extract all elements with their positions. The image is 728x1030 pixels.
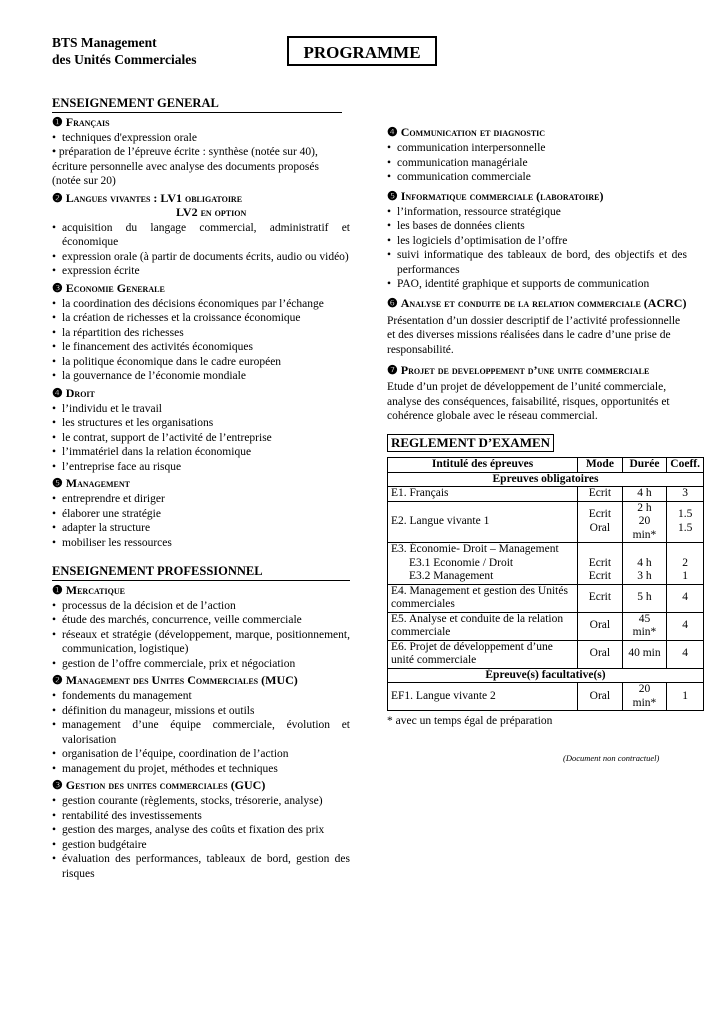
list-item: • organisation de l’équipe, coordination de l’action (52, 747, 350, 762)
list-item: • la coordination des décisions économiques par l’échange (52, 297, 350, 312)
cell: 5 h (622, 584, 667, 612)
left-column (52, 96, 350, 881)
list-item: • la création de richesses et la croissance économique (52, 311, 350, 326)
list-item: • PAO, identité graphique et supports de communication (387, 277, 687, 292)
list-item: • processus de la décision et de l’action (52, 599, 350, 614)
header-line1: BTS Management (52, 35, 157, 50)
cell-line: 20 min* (632, 515, 657, 541)
list-item: • élaborer une stratégie (52, 507, 350, 522)
col-header: Intitulé des épreuves (388, 458, 578, 473)
cell: EF1. Langue vivante 2 (388, 683, 578, 711)
list-item: • expression écrite (52, 264, 350, 279)
facult-label: Épreuve(s) facultative(s) (388, 668, 704, 683)
cell: Oral (578, 640, 623, 668)
cell (667, 543, 704, 585)
droit-list (52, 402, 350, 475)
cell-line: E3. Économie- Droit – Management (391, 543, 559, 555)
cell: 45 min* (622, 612, 667, 640)
cell-line: E3.1 Economie / Droit (409, 556, 514, 569)
mercatique-heading: ❶ Mercatique (52, 582, 125, 597)
table-row (388, 683, 704, 711)
non-contractual-note: (Document non contractuel) (563, 752, 660, 763)
list-item: • suivi informatique des tableaux de bord, des objectifs et des performances (387, 248, 687, 277)
list-item: • • préparation de l’épreuve écrite : synthèse (notée sur 40), écriture personnelle avec analyse des documents proposés (notée sur 20) (52, 145, 350, 189)
col-header: Coeff. (667, 458, 704, 473)
list-item: • adapter la structure (52, 521, 350, 536)
cell: 1 (667, 683, 704, 711)
cell: E2. Langue vivante 1 (388, 501, 578, 543)
projet-heading: ❼ Projet de developpement d’une unite commerciale (387, 363, 650, 377)
table-row (388, 640, 704, 668)
exam-table (387, 457, 704, 711)
cell: E6. Projet de développement d’une unité commerciale (388, 640, 578, 668)
table-row (388, 487, 704, 502)
list-item: • expression orale (à partir de documents écrits, audio ou vidéo) (52, 250, 350, 265)
list-item: • communication interpersonnelle (387, 141, 687, 156)
cell-line: 1.5 (677, 521, 693, 534)
langues-heading-2: LV2 en option (176, 204, 247, 219)
cell: Ecrit (578, 584, 623, 612)
cell (578, 501, 623, 543)
list-item: • les bases de données clients (387, 219, 687, 234)
cell (622, 543, 667, 585)
guc-heading: ❸ Gestion des unites commerciales (GUC) (52, 778, 266, 792)
list-item: • communication managériale (387, 156, 687, 171)
cell-line: Oral (589, 521, 611, 534)
table-row (388, 668, 704, 683)
cell: 3 (667, 487, 704, 502)
list-item: • l’entreprise face au risque (52, 460, 350, 475)
general-section-title: ENSEIGNEMENT GENERAL (52, 96, 342, 113)
right-column (387, 123, 700, 765)
cell: 40 min (622, 640, 667, 668)
cell: Ecrit (578, 487, 623, 502)
cell-line: 2 h (637, 501, 652, 514)
list-item: • l’information, ressource stratégique (387, 205, 687, 220)
cell-line: Ecrit (588, 508, 612, 521)
droit-heading: ❹ Droit (52, 385, 95, 400)
programme-box: PROGRAMME (287, 36, 437, 66)
list-item: • l’individu et le travail (52, 402, 350, 417)
list-item: • techniques d'expression orale (52, 131, 350, 146)
cell-line: E3.2 Management (409, 570, 494, 582)
cell: Oral (578, 612, 623, 640)
cell (388, 543, 578, 585)
management-heading: ❺ Management (52, 476, 130, 490)
guc-list (52, 794, 350, 881)
cell: 4 (667, 640, 704, 668)
list-item: • l’immatériel dans la relation économique (52, 445, 350, 460)
cell (622, 501, 667, 543)
cell (667, 501, 704, 543)
col-header: Mode (578, 458, 623, 473)
cell-line: Ecrit (588, 570, 612, 582)
cell-line: 1 (682, 570, 689, 582)
list-item: • définition du manageur, missions et outils (52, 704, 350, 719)
oblig-label: Epreuves obligatoires (388, 472, 704, 487)
muc-heading: ❷ Management des Unites Commerciales (MUC) (52, 673, 298, 687)
table-row (388, 543, 704, 585)
cell: E1. Français (388, 487, 578, 502)
cell (578, 543, 623, 585)
list-item: • management d’une équipe commerciale, évolution et valorisation (52, 718, 350, 747)
langues-list (52, 221, 350, 279)
cell-line: 4 h (637, 556, 652, 569)
list-item: • les structures et les organisations (52, 416, 350, 431)
cell: E5. Analyse et conduite de la relation commerciale (388, 612, 578, 640)
list-item: • gestion des marges, analyse des coûts et fixation des prix (52, 823, 350, 838)
table-header-row (388, 458, 704, 473)
list-item: • entreprendre et diriger (52, 492, 350, 507)
langues-heading: ❷ Langues vivantes : LV1 obligatoire (52, 190, 243, 205)
table-row (388, 612, 704, 640)
acrc-heading: ❻ Analyse et conduite de la relation commerciale (ACRC) (387, 295, 687, 310)
table-row (388, 584, 704, 612)
info-list (387, 205, 687, 292)
cell-line: 2 (682, 556, 689, 569)
list-item: • gestion courante (règlements, stocks, trésorerie, analyse) (52, 794, 350, 809)
cell-line: Ecrit (588, 556, 612, 569)
info-heading: ❺ Informatique commerciale (laboratoire) (387, 188, 604, 203)
col-header: Durée (622, 458, 667, 473)
cell-line: 3 h (637, 570, 652, 582)
list-item: • gestion de l’offre commerciale, prix et négociation (52, 657, 350, 672)
header-line2: des Unités Commerciales (52, 52, 197, 67)
list-item: • la politique économique dans le cadre européen (52, 355, 350, 370)
list-item: • réseaux et stratégie (développement, marque, positionnement, communication, logistique) (52, 628, 350, 657)
footnote: * avec un temps égal de préparation (387, 715, 553, 727)
pro-section-title: ENSEIGNEMENT PROFESSIONNEL (52, 564, 350, 581)
list-item: • mobiliser les ressources (52, 536, 350, 551)
reglement-title: REGLEMENT D’EXAMEN (387, 434, 554, 453)
list-item: • management du projet, méthodes et techniques (52, 762, 350, 777)
cell: Oral (578, 683, 623, 711)
list-item: • le contrat, support de l’activité de l’entreprise (52, 431, 350, 446)
list-item: • communication commerciale (387, 170, 687, 185)
muc-list (52, 689, 350, 776)
cell: 20 min* (622, 683, 667, 711)
list-item: • le financement des activités économiques (52, 340, 350, 355)
acrc-text: Présentation d’un dossier descriptif de l’activité professionnelle et des diverses missions réalisées dans le cadre d’une prise de responsabilité. (387, 314, 681, 356)
list-item: • étude des marchés, concurrence, veille commerciale (52, 613, 350, 628)
list-item: • les logiciels d’optimisation de l’offre (387, 234, 687, 249)
list-item: • la répartition des richesses (52, 326, 350, 341)
cell: 4 (667, 612, 704, 640)
cell: 4 h (622, 487, 667, 502)
projet-text: Etude d’un projet de développement de l’unité commerciale, analyse des conséquences, faisabilité, risques, opportunités et cohérence globale avec le réseau commercial. (387, 381, 670, 422)
table-row (388, 501, 704, 543)
cell-line: 1.5 (677, 508, 693, 521)
comm-heading: ❹ Communication et diagnostic (387, 125, 546, 139)
management-list (52, 492, 350, 550)
list-item: • évaluation des performances, tableaux de bord, gestion des risques (52, 852, 350, 881)
table-row (388, 472, 704, 487)
economie-list (52, 297, 350, 384)
francais-heading: ❶ Français (52, 114, 110, 129)
economie-heading: ❸ Economie Generale (52, 280, 165, 295)
francais-list (52, 131, 350, 189)
list-item: • acquisition du langage commercial, administratif et économique (52, 221, 350, 250)
comm-list (387, 141, 687, 185)
header-title (52, 34, 196, 68)
cell: 4 (667, 584, 704, 612)
list-item: • rentabilité des investissements (52, 809, 350, 824)
cell: E4. Management et gestion des Unités commerciales (388, 584, 578, 612)
mercatique-list (52, 599, 350, 672)
list-item: • la gouvernance de l’économie mondiale (52, 369, 350, 384)
list-item: • fondements du management (52, 689, 350, 704)
list-item: • gestion budgétaire (52, 838, 350, 853)
